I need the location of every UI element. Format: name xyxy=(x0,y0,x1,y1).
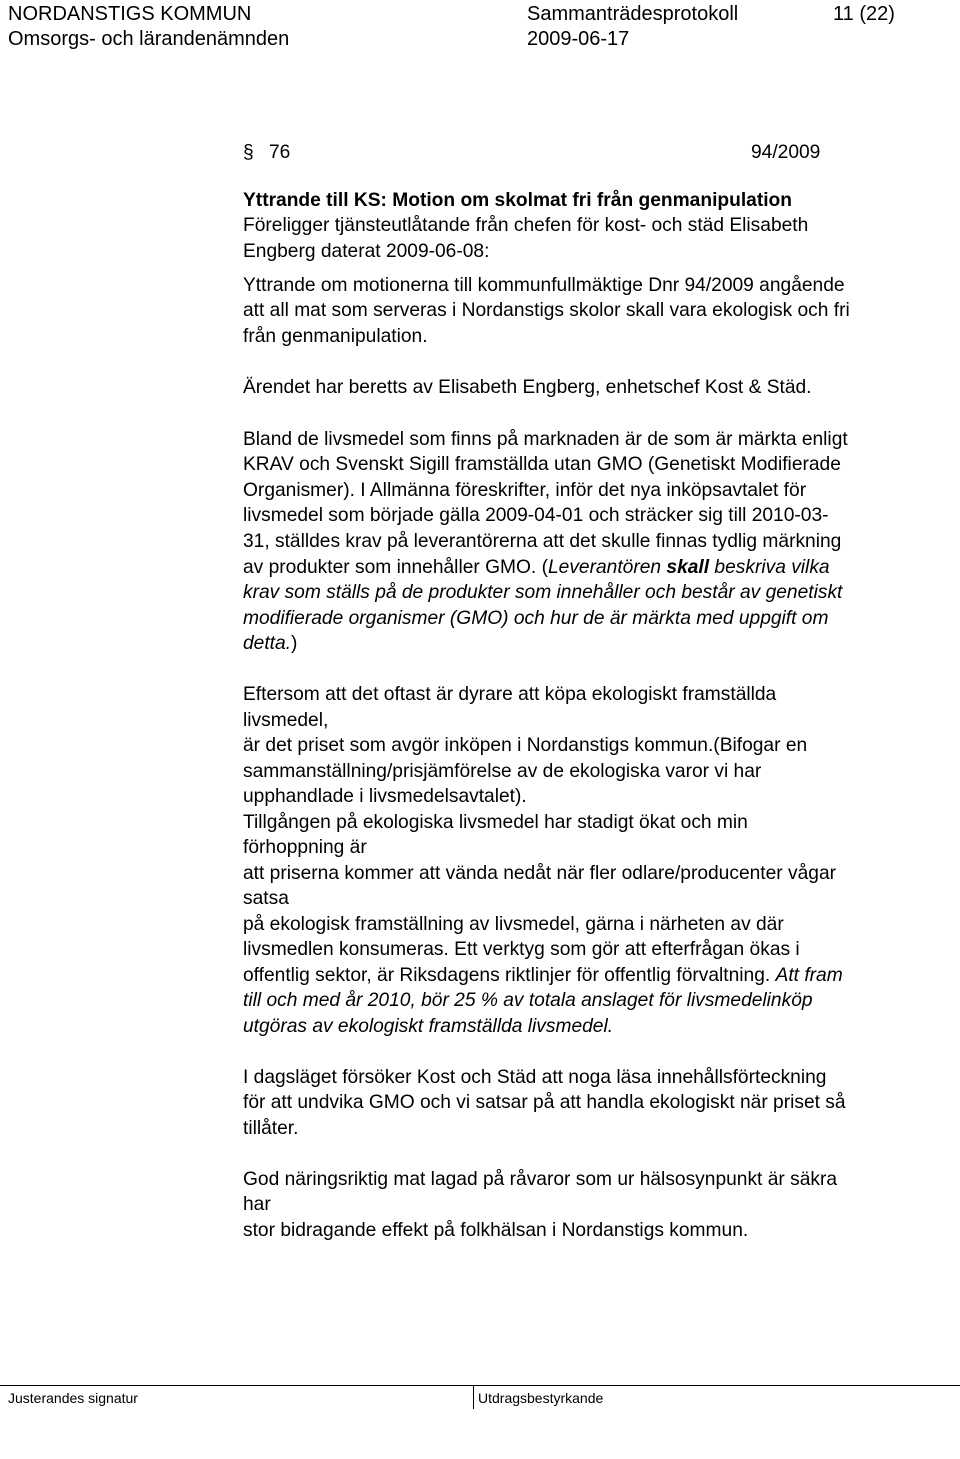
paragraph-line xyxy=(243,555,830,581)
organization-name: NORDANSTIGS KOMMUN xyxy=(8,3,252,25)
paragraph-line: tillåter. xyxy=(243,1118,299,1139)
text-run-italic: Leverantören xyxy=(548,557,667,578)
paragraph-line xyxy=(243,631,297,657)
signature-label: Justerandes signatur xyxy=(8,1390,138,1406)
paragraph-line: att priserna kommer att vända nedåt när fler odlare/producenter vågar xyxy=(243,863,837,884)
prepared-by: Ärendet har beretts av Elisabeth Engberg, enhetschef Kost & Städ. xyxy=(243,377,812,398)
text-run: offentlig sektor, är Riksdagens riktlinjer för offentlig förvaltning. xyxy=(243,965,776,986)
paragraph-line-italic: till och med år 2010, bör 25 % av totala anslaget för livsmedelinköp xyxy=(243,990,813,1011)
intro-line: Föreligger tjänsteutlåtande från chefen för kost- och städ Elisabeth xyxy=(243,215,809,236)
page-number: 11 (22) xyxy=(833,3,895,25)
paragraph-line: på ekologisk framställning av livsmedel, gärna i närheten av där xyxy=(243,914,784,935)
paragraph-line: för att undvika GMO och vi satsar på att handla ekologiskt när priset så xyxy=(243,1092,846,1113)
paragraph-line: har xyxy=(243,1194,271,1215)
paragraph-line: förhoppning är xyxy=(243,837,367,858)
paragraph-line: I dagsläget försöker Kost och Städ att noga läsa innehållsförteckning xyxy=(243,1067,827,1088)
intro-line: att all mat som serveras i Nordanstigs skolor skall vara ekologisk och fri xyxy=(243,300,850,321)
case-number: 94/2009 xyxy=(751,142,821,163)
paragraph-line: KRAV och Svenskt Sigill framställda utan GMO (Genetiskt Modifierade xyxy=(243,454,841,475)
text-run: ) xyxy=(291,633,298,654)
paragraph-line: sammanställning/prisjämförelse av de ekologiska varor vi har xyxy=(243,761,762,782)
paragraph-line-italic: utgöras av ekologiskt framställda livsmedel. xyxy=(243,1016,614,1037)
text-run-italic: Att fram xyxy=(775,965,843,986)
certification-label: Utdragsbestyrkande xyxy=(478,1390,604,1406)
paragraph-line-italic: modifierade organismer (GMO) och hur de är märkta med uppgift om xyxy=(243,608,829,629)
paragraph-line: livsmedel som började gälla 2009-04-01 och sträcker sig till 2010-03- xyxy=(243,505,829,526)
paragraph-line: upphandlade i livsmedelsavtalet). xyxy=(243,786,527,807)
section-number: 76 xyxy=(269,142,291,163)
intro-line: Engberg daterat 2009-06-08: xyxy=(243,241,490,262)
text-run-bold-italic: skall xyxy=(666,557,710,578)
document-type: Sammanträdesprotokoll xyxy=(527,3,739,25)
section-symbol: § xyxy=(243,142,254,163)
paragraph-line xyxy=(243,963,843,989)
paragraph-line: Eftersom att det oftast är dyrare att köpa ekologiskt framställda xyxy=(243,684,777,705)
text-run-italic: detta. xyxy=(243,633,292,654)
footer-column-divider xyxy=(473,1385,474,1409)
text-run-italic: beskriva vilka xyxy=(709,557,830,578)
meeting-date: 2009-06-17 xyxy=(527,28,630,50)
paragraph-line: är det priset som avgör inköpen i Nordanstigs kommun.(Bifogar en xyxy=(243,735,808,756)
committee-name: Omsorgs- och lärandenämnden xyxy=(8,28,290,50)
paragraph-line: Organismer). I Allmänna föreskrifter, inför det nya inköpsavtalet för xyxy=(243,480,807,501)
paragraph-line-italic: krav som ställs på de produkter som innehåller och består av genetiskt xyxy=(243,582,843,603)
text-run: av produkter som innehåller GMO. ( xyxy=(243,557,548,578)
footer-divider xyxy=(0,1385,960,1386)
paragraph-line: livsmedlen konsumeras. Ett verktyg som gör att efterfrågan ökas i xyxy=(243,939,800,960)
paragraph-line: satsa xyxy=(243,888,289,909)
paragraph-line: livsmedel, xyxy=(243,710,329,731)
intro-line: Yttrande om motionerna till kommunfullmäktige Dnr 94/2009 angående xyxy=(243,275,845,296)
paragraph-line: Tillgången på ekologiska livsmedel har stadigt ökat och min xyxy=(243,812,748,833)
paragraph-line: Bland de livsmedel som finns på marknaden är de som är märkta enligt xyxy=(243,429,848,450)
intro-line: från genmanipulation. xyxy=(243,326,428,347)
section-title: Yttrande till KS: Motion om skolmat fri från genmanipulation xyxy=(243,190,792,211)
paragraph-line: stor bidragande effekt på folkhälsan i Nordanstigs kommun. xyxy=(243,1220,749,1241)
paragraph-line: God näringsriktig mat lagad på råvaror som ur hälsosynpunkt är säkra xyxy=(243,1169,838,1190)
paragraph-line: 31, ställdes krav på leverantörerna att det skulle finnas tydlig märkning xyxy=(243,531,842,552)
